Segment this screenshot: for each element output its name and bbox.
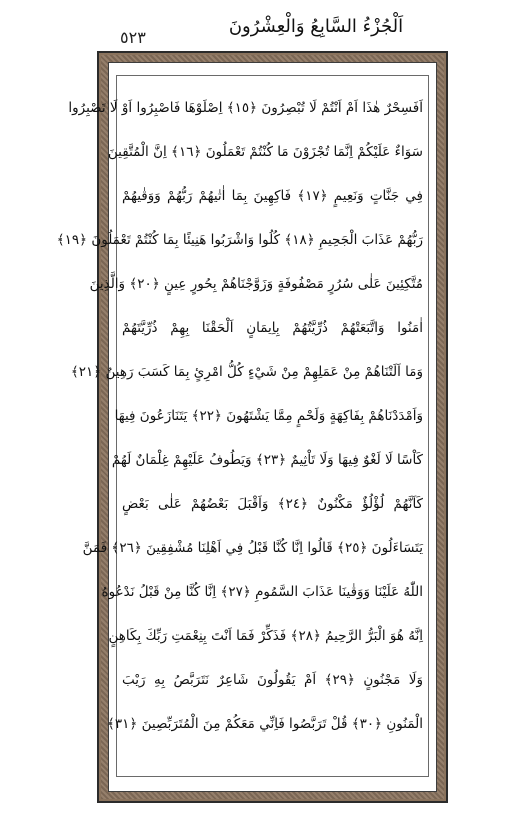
quran-text: [56, 86, 423, 746]
juz-title: اَلْجُزْءُ السَّابِعُ وَالْعِشْرُونَ: [228, 16, 404, 37]
text-line-6: اٰمَنُوا وَاتَّبَعَتْهُمْ ذُرِّيَّتُهُمْ بِاِيمَانٍ اَلْحَقْنَا بِهِمْ ذُرِّيَّتَهُمْ: [122, 320, 423, 336]
text-line-12: اللّٰهُ عَلَيْنَا وَوَقٰينَا عَذَابَ السَّمُومِ ﴿٢٧﴾ اِنَّا كُنَّا مِنْ قَبْلُ نَدْعُوهُ: [101, 584, 423, 600]
text-line-15: الْمَنُونِ ﴿٣٠﴾ قُلْ تَرَبَّصُوا فَاِنِّي مَعَكُمْ مِنَ الْمُتَرَبِّصِينَ ﴿٣١﴾: [106, 716, 423, 732]
page-header: [0, 0, 518, 52]
page-number: ٥٢٣: [120, 28, 146, 47]
text-line-9: كَاْسًا لَا لَغْوٌ فِيهَا وَلَا تَاْثِيمٌ ﴿٢٣﴾ وَيَطُوفُ عَلَيْهِمْ غِلْمَانٌ لَهُمْ: [111, 452, 423, 468]
text-line-4: رَبُّهُمْ عَذَابَ الْجَحِيمِ ﴿١٨﴾ كُلُوا وَاشْرَبُوا هَنِيئًا بِمَا كُنْتُمْ تَعْمَلُونَ ﴿١٩﴾: [56, 232, 423, 248]
text-line-10: كَاَنَّهُمْ لُؤْلُؤٌ مَكْنُونٌ ﴿٢٤﴾ وَاَقْبَلَ بَعْضُهُمْ عَلٰى بَعْضٍ: [122, 496, 423, 512]
text-line-7: وَمَا اَلَتْنَاهُمْ مِنْ عَمَلِهِمْ مِنْ شَيْءٍ كُلُّ امْرِئٍ بِمَا كَسَبَ رَهِينٌ ﴿٢١﴾: [70, 364, 423, 380]
text-line-13: اِنَّهُ هُوَ الْبَرُّ الرَّحِيمُ ﴿٢٨﴾ فَذَكِّرْ فَمَا اَنْتَ بِنِعْمَتِ رَبِّكَ بِكَاهِنٍ: [108, 628, 423, 644]
text-line-2: سَوَاءٌ عَلَيْكُمْ اِنَّمَا تُجْزَوْنَ مَا كُنْتُمْ تَعْمَلُونَ ﴿١٦﴾ اِنَّ الْمُتَّقِينَ: [107, 144, 423, 160]
text-line-1: اَفَسِحْرٌ هٰذَا اَمْ اَنْتُمْ لَا تُبْصِرُونَ ﴿١٥﴾ اِصْلَوْهَا فَاصْبِرُوا اَوْ لَا تَصْبِرُوا: [68, 100, 423, 116]
text-line-14: وَلَا مَجْنُونٍ ﴿٢٩﴾ اَمْ يَقُولُونَ شَاعِرٌ نَتَرَبَّصُ بِهِ رَيْبَ: [122, 672, 423, 688]
text-line-5: مُتَّكِئِينَ عَلٰى سُرُرٍ مَصْفُوفَةٍ وَزَوَّجْنَاهُمْ بِحُورٍ عِينٍ ﴿٢٠﴾ وَالَّذِينَ: [89, 276, 423, 292]
text-line-3: فِي جَنَّاتٍ وَنَعِيمٍ ﴿١٧﴾ فَاكِهِينَ بِمَا اٰتٰيهُمْ رَبُّهُمْ وَوَقٰيهُمْ: [122, 188, 423, 204]
text-line-8: وَاَمْدَدْنَاهُمْ بِفَاكِهَةٍ وَلَحْمٍ مِمَّا يَشْتَهُونَ ﴿٢٢﴾ يَتَنَازَعُونَ فِيهَا: [114, 408, 423, 424]
text-line-11: يَتَسَاءَلُونَ ﴿٢٥﴾ قَالُوا اِنَّا كُنَّا قَبْلُ فِي اَهْلِنَا مُشْفِقِينَ ﴿٢٦﴾ فَمَنَّ: [82, 540, 423, 556]
